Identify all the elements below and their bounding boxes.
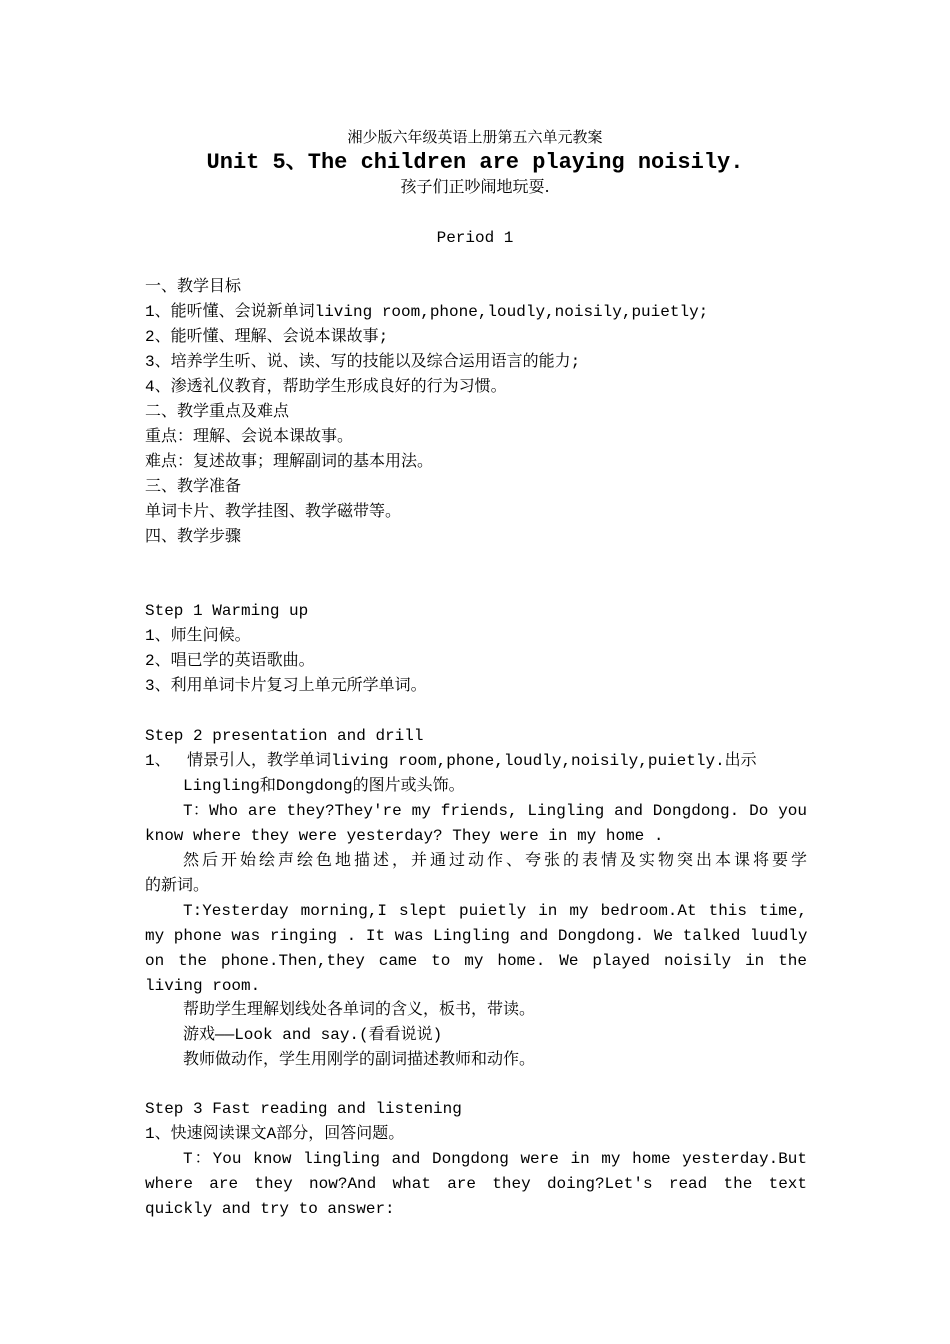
description-line: 的新词。 [145,877,210,895]
objective-item: 3、培养学生听、说、读、写的技能以及综合运用语言的能力; [145,353,581,371]
dialogue-line: quickly and try to answer: [145,1200,395,1218]
step2-item1-line: 情景引人，教学单词living room,phone,loudly,noisily,puietly.出示 [187,752,757,770]
focus-text: 重点：理解、会说本课故事。 [145,428,354,446]
teacher-action-text: 教师做动作，学生用刚学的副词描述教师和动作。 [183,1051,536,1069]
step1-item: 2、唱已学的英语歌曲。 [145,652,315,670]
dialogue-line: know where they were yesterday? They were in my home . [145,827,664,845]
supertitle: 湘少版六年级英语上册第五六单元教案 [347,128,603,146]
preparation-heading: 三、教学准备 [145,478,242,496]
subtitle: 孩子们正吵闹地玩耍. [400,177,550,196]
preparation-text: 单词卡片、教学挂图、教学磁带等。 [145,503,402,521]
keypoints-heading: 二、教学重点及难点 [145,403,290,421]
dialogue-line: T:Yesterday morning,I slept puietly in my bedroom.At this time, [183,902,807,920]
objective-item: 2、能听懂、理解、会说本课故事; [145,328,389,346]
help-text: 帮助学生理解划线处各单词的含义，板书，带读。 [183,1001,536,1019]
objective-item: 1、能听懂、会说新单词living room,phone,loudly,noisily,puietly; [145,303,709,321]
objectives-heading: 一、教学目标 [145,278,242,296]
step3-heading: Step 3 Fast reading and listening [145,1100,462,1118]
difficulty-text: 难点：复述故事；理解副词的基本用法。 [145,453,434,471]
dialogue-line: my phone was ringing . It was Lingling and Dongdong. We talked luudly [145,927,808,945]
dialogue-line: living room. [145,977,261,995]
page-title: Unit 5、The children are playing noisily. [206,150,744,175]
step2-item-number: 1、 [145,752,171,770]
step1-heading: Step 1 Warming up [145,602,309,620]
step2-heading: Step 2 presentation and drill [145,727,424,745]
objective-item: 4、渗透礼仪教育，帮助学生形成良好的行为习惯。 [145,378,507,396]
period-label: Period 1 [436,229,514,247]
game-text: 游戏——Look and say.(看看说说) [183,1026,443,1044]
dialogue-line: on the phone.Then,they came to my home. We played noisily in the [145,952,807,970]
step3-item: 1、快速阅读课文A部分，回答问题。 [145,1125,405,1143]
dialogue-line: T：Who are they?They're my friends, Lingling and Dongdong. Do you [183,802,807,820]
procedure-heading: 四、教学步骤 [145,528,242,546]
step2-item1-line: Lingling和Dongdong的图片或头饰。 [183,777,465,795]
step1-item: 3、利用单词卡片复习上单元所学单词。 [145,677,427,695]
dialogue-line: T：You know lingling and Dongdong were in my home yesterday.But [183,1150,807,1168]
dialogue-line: where are they now?And what are they doing?Let's read the text [145,1175,807,1193]
description-line: 然后开始绘声绘色地描述，并通过动作、夸张的表情及实物突出本课将要学 [183,852,807,870]
step1-item: 1、师生问候。 [145,627,251,645]
